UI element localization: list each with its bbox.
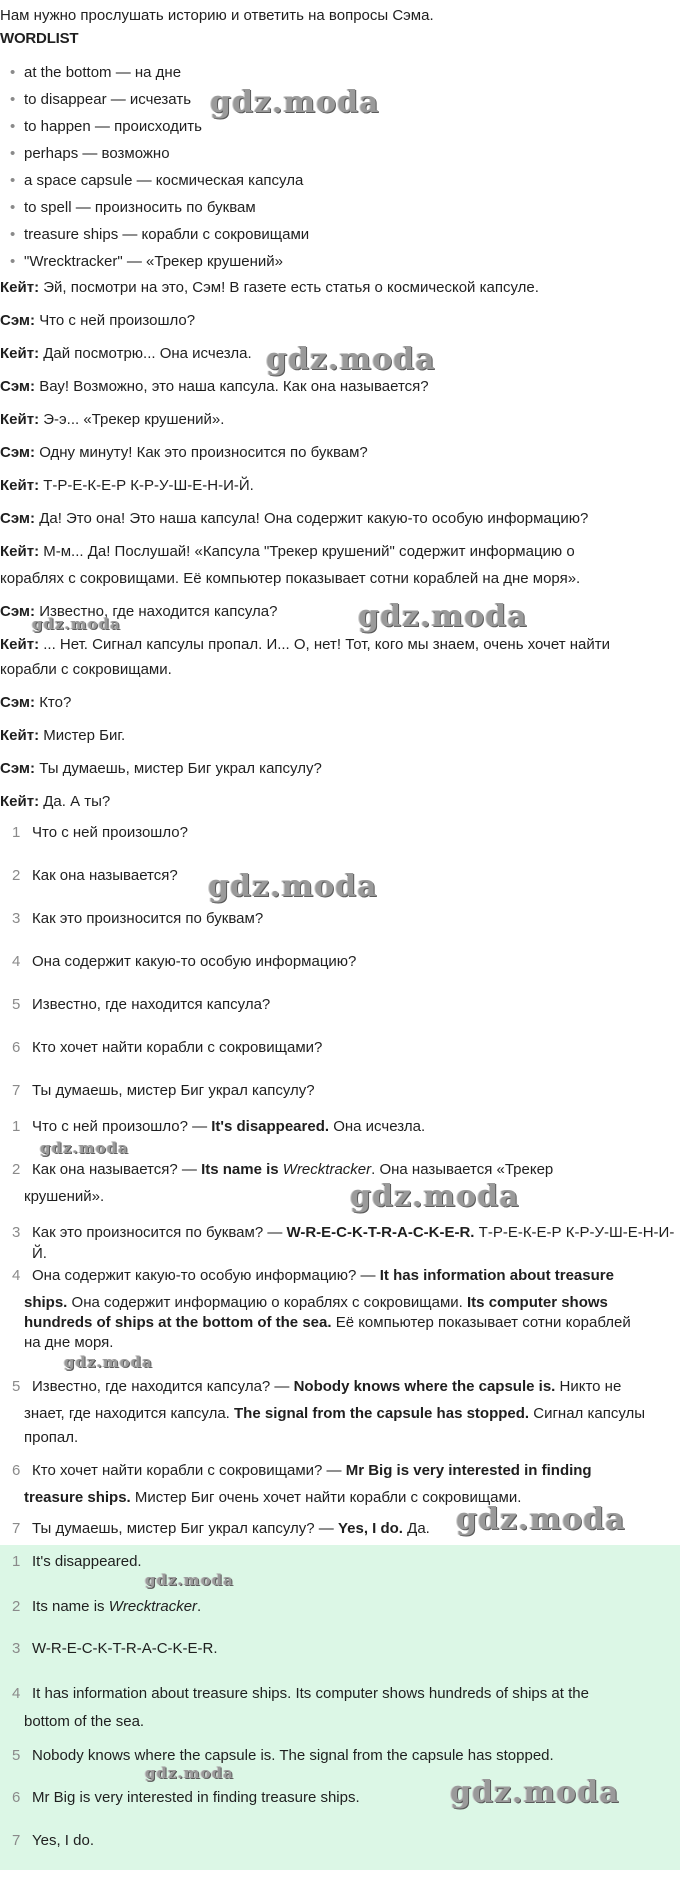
wordlist-item: • treasure ships — корабли с сокровищами (10, 226, 310, 243)
watermark: gdz.moda (358, 599, 528, 634)
question-number: 7 (12, 1082, 21, 1099)
question-number: 5 (12, 996, 21, 1013)
wordlist-item: • a space capsule — космическая капсула (10, 172, 304, 189)
bullet-icon: • (10, 145, 16, 162)
dialogue-line: Кейт: Да. А ты? (0, 793, 111, 810)
question-number: 1 (12, 824, 21, 841)
answer-text-cont: крушений». (24, 1188, 105, 1205)
watermark: gdz.moda (450, 1775, 620, 1810)
wordlist-title: WORDLIST (0, 30, 79, 47)
watermark: gdz.moda (40, 1139, 129, 1157)
question-text: Ты думаешь, мистер Биг украл капсулу? (32, 1082, 315, 1099)
english-answer: W-R-E-C-K-T-R-A-C-K-E-R. (32, 1640, 218, 1657)
intro-text: Нам нужно прослушать историю и ответить на вопросы Сэма. (0, 7, 434, 24)
bullet-icon: • (10, 226, 16, 243)
dialogue-line: Сэм: Да! Это она! Это наша капсула! Она содержит какую-то особую информацию? (0, 510, 589, 527)
answer-text: Известно, где находится капсула? — Nobody knows where the capsule is. Никто не (32, 1378, 622, 1395)
question-text: Как она называется? (32, 867, 178, 884)
wordlist-item: • "Wrecktracker" — «Трекер крушений» (10, 253, 283, 270)
answer-text: Кто хочет найти корабли с сокровищами? — Mr Big is very interested in finding (32, 1462, 592, 1479)
wordlist-item: • to disappear — исчезать (10, 91, 192, 108)
bullet-icon: • (10, 253, 16, 270)
dialogue-line: Кейт: Э-э... «Трекер крушений». (0, 411, 225, 428)
answer-number: 5 (12, 1747, 21, 1764)
bullet-icon: • (10, 91, 16, 108)
question-text: Она содержит какую-то особую информацию? (32, 953, 357, 970)
wordlist-item: • at the bottom — на дне (10, 64, 182, 81)
wordlist-item: • to spell — произносить по буквам (10, 199, 256, 216)
answer-text-cont: знает, где находится капсула. The signal from the capsule has stopped. Сигнал капсулы (24, 1405, 646, 1422)
bullet-icon: • (10, 118, 16, 135)
dialogue-line: Сэм: Что с ней произошло? (0, 312, 196, 329)
english-answer: Nobody knows where the capsule is. The signal from the capsule has stopped. (32, 1747, 554, 1764)
wordlist-item: • to happen — происходить (10, 118, 202, 135)
english-answer: Yes, I do. (32, 1832, 94, 1849)
dialogue-line: Кейт: Т-Р-Е-К-Е-Р К-Р-У-Ш-Е-Н-И-Й. (0, 477, 254, 494)
watermark: gdz.moda (145, 1764, 234, 1782)
watermark: gdz.moda (208, 869, 378, 904)
answer-number: 4 (12, 1267, 21, 1284)
dialogue-line: Кейт: ... Нет. Сигнал капсулы пропал. И... О, нет! Тот, кого мы знаем, очень хочет найти (0, 636, 610, 653)
dialogue-line-cont: корабли с сокровищами. (0, 661, 172, 678)
watermark: gdz.moda (210, 85, 380, 120)
dialogue-line: Сэм: Известно, где находится капсула? (0, 603, 278, 620)
question-number: 4 (12, 953, 21, 970)
dialogue-line: Кейт: Дай посмотрю... Она исчезла. (0, 345, 252, 362)
answer-text-cont: пропал. (24, 1429, 79, 1446)
english-answer-cont: bottom of the sea. (24, 1713, 145, 1730)
dialogue-line-cont: кораблях с сокровищами. Её компьютер показывает сотни кораблей на дне моря». (0, 570, 581, 587)
answer-text: Как она называется? — Its name is Wrecktracker. Она называется «Трекер (32, 1161, 554, 1178)
watermark: gdz.moda (145, 1571, 234, 1589)
answer-text-cont: на дне моря. (24, 1334, 114, 1351)
answer-number: 4 (12, 1685, 21, 1702)
answer-number: 2 (12, 1161, 21, 1178)
english-answer: It's disappeared. (32, 1553, 142, 1570)
dialogue-line: Кейт: Мистер Биг. (0, 727, 126, 744)
watermark: gdz.moda (64, 1353, 153, 1371)
answer-text: Что с ней произошло? — It's disappeared. Она исчезла. (32, 1118, 426, 1135)
answer-text: Ты думаешь, мистер Биг украл капсулу? — Yes, I do. Да. (32, 1520, 430, 1537)
answer-number: 5 (12, 1378, 21, 1395)
watermark: gdz.moda (32, 615, 121, 633)
question-text: Кто хочет найти корабли с сокровищами? (32, 1039, 323, 1056)
watermark: gdz.moda (350, 1179, 520, 1214)
question-number: 3 (12, 910, 21, 927)
question-text: Что с ней произошло? (32, 824, 188, 841)
bullet-icon: • (10, 64, 16, 81)
english-answer: It has information about treasure ships. Its computer shows hundreds of ships at the (32, 1685, 589, 1702)
answer-text-cont: treasure ships. Мистер Биг очень хочет найти корабли с сокровищами. (24, 1489, 522, 1506)
dialogue-line: Кейт: М-м... Да! Послушай! «Капсула "Трекер крушений" содержит информацию о (0, 543, 575, 560)
dialogue-line: Сэм: Ты думаешь, мистер Биг украл капсулу? (0, 760, 322, 777)
dialogue-line: Сэм: Вау! Возможно, это наша капсула. Как она называется? (0, 378, 429, 395)
question-text: Известно, где находится капсула? (32, 996, 271, 1013)
answer-number: 6 (12, 1462, 21, 1479)
bullet-icon: • (10, 172, 16, 189)
answer-text: Как это произносится по буквам? — W-R-E-C-K-T-R-A-C-K-E-R. Т-Р-Е-К-Е-Р К-Р-У-Ш-Е-Н-И-Й. (32, 1224, 675, 1262)
question-text: Как это произносится по буквам? (32, 910, 264, 927)
answer-number: 2 (12, 1598, 21, 1615)
answer-number: 7 (12, 1832, 21, 1849)
watermark: gdz.moda (456, 1502, 626, 1537)
english-answer: Mr Big is very interested in finding treasure ships. (32, 1789, 360, 1806)
answer-number: 3 (12, 1640, 21, 1657)
bullet-icon: • (10, 199, 16, 216)
watermark: gdz.moda (266, 342, 436, 377)
wordlist-item: • perhaps — возможно (10, 145, 170, 162)
dialogue-line: Сэм: Кто? (0, 694, 72, 711)
answer-text: Она содержит какую-то особую информацию? — It has information about treasure (32, 1267, 614, 1284)
dialogue-line: Сэм: Одну минуту! Как это произносится по буквам? (0, 444, 368, 461)
answer-text-cont: ships. Она содержит информацию о кораблях с сокровищами. Its computer shows (24, 1294, 608, 1311)
answer-number: 1 (12, 1118, 21, 1135)
question-number: 6 (12, 1039, 21, 1056)
answer-number: 1 (12, 1553, 21, 1570)
english-answers-box (0, 1545, 680, 1870)
answer-number: 3 (12, 1224, 21, 1241)
dialogue-line: Кейт: Эй, посмотри на это, Сэм! В газете есть статья о космической капсуле. (0, 279, 539, 296)
english-answer: Its name is Wrecktracker. (32, 1598, 202, 1615)
answer-text-cont: hundreds of ships at the bottom of the sea. Её компьютер показывает сотни кораблей (24, 1314, 631, 1331)
answer-number: 6 (12, 1789, 21, 1806)
question-number: 2 (12, 867, 21, 884)
answer-number: 7 (12, 1520, 21, 1537)
